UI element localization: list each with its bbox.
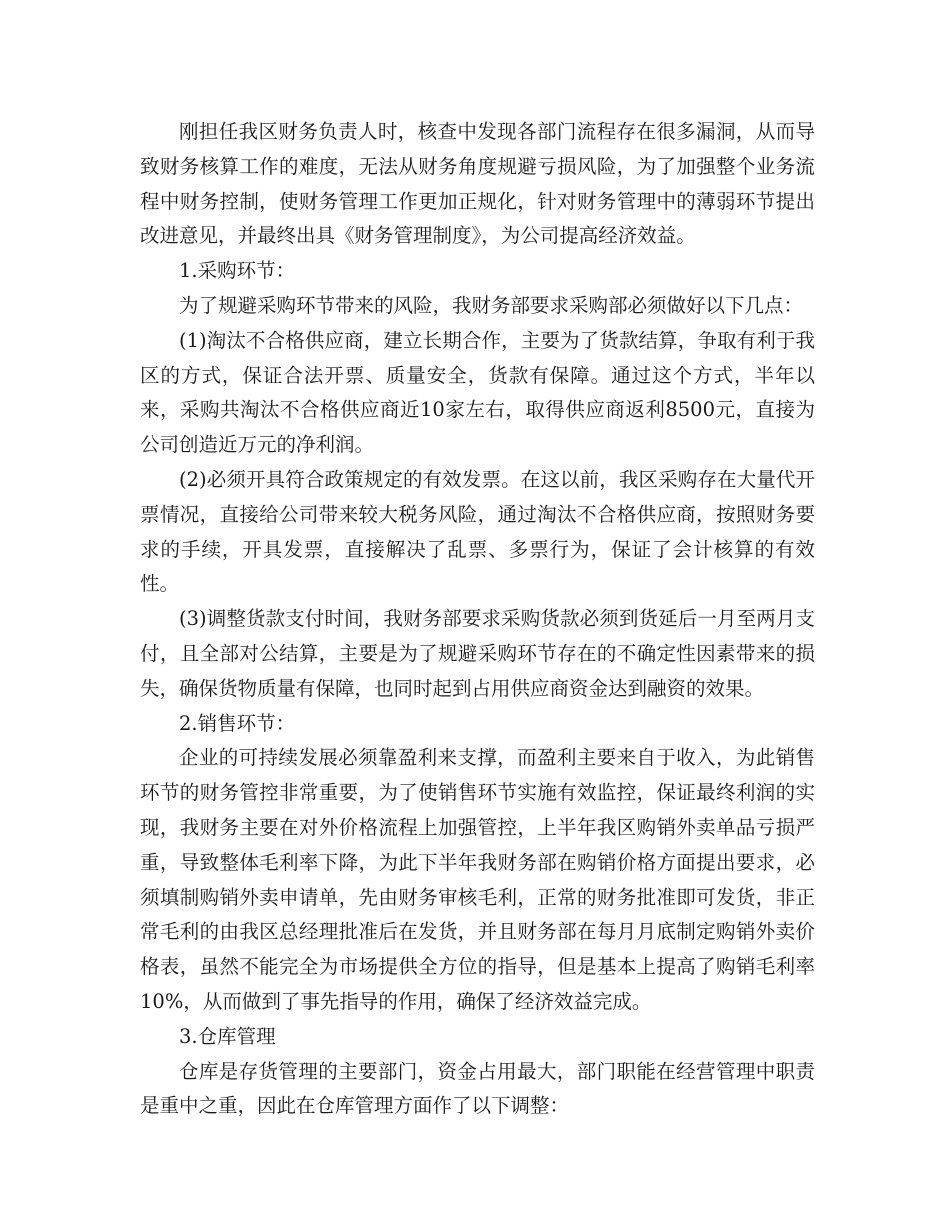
heading-warehouse: 3.仓库管理 xyxy=(179,1024,276,1048)
paragraph-procurement-point-2: (2)必须开具符合政策规定的有效发票。在这以前，我区采购存在大量代开票情况，直接给公司带来较大税务风险，通过淘汰不合格供应商，按照财务要求的手续，开具发票，直接解决了乱票、多票行为，保证了会计核算的有效性。 xyxy=(140,467,815,596)
paragraph-procurement-point-3: (3)调整货款支付时间，我财务部要求采购货款必须到货延后一月至两月支付，且全部对公结算，主要是为了规避采购环节存在的不确定性因素带来的损失，确保货物质量有保障，也同时起到占用供应商资金达到融资的效果。 xyxy=(140,607,815,700)
document-body xyxy=(140,115,815,1124)
paragraph-intro: 刚担任我区财务负责人时，核查中发现各部门流程存在很多漏洞，从而导致财务核算工作的难度，无法从财务角度规避亏损风险，为了加强整个业务流程中财务控制，使财务管理工作更加正规化，针对财务管理中的薄弱环节提出改进意见，并最终出具《财务管理制度》，为公司提高经济效益。 xyxy=(140,120,815,248)
heading-sales: 2.销售环节： xyxy=(179,711,296,735)
paragraph-procurement-point-1: (1)淘汰不合格供应商，建立长期合作，主要为了货款结算，争取有利于我区的方式，保证合法开票、质量安全，货款有保障。通过这个方式，半年以来，采购共淘汰不合格供应商近10家左右，取得供应商返利8500元，直接为公司创造近万元的净利润。 xyxy=(140,328,815,457)
paragraph-sales: 企业的可持续发展必须靠盈利来支撑，而盈利主要来自于收入，为此销售环节的财务管控非常重要，为了使销售环节实施有效监控，保证最终利润的实现，我财务主要在对外价格流程上加强管控，上半年我区购销外卖单品亏损严重，导致整体毛利率下降，为此下半年我财务部在购销价格方面提出要求，必须填制购销外卖申请单，先由财务审核毛利，正常的财务批准即可发货，非正常毛利的由我区总经理批准后在发货，并且财务部在每月月底制定购销外卖价格表，虽然不能完全为市场提供全方位的指导，但是基本上提高了购销毛利率10%，从而做到了事先指导的作用，确保了经济效益完成。 xyxy=(140,746,815,1013)
paragraph-procurement-intro: 为了规避采购环节带来的风险，我财务部要求采购部必须做好以下几点： xyxy=(179,293,804,317)
paragraph-warehouse: 仓库是存货管理的主要部门，资金占用最大，部门职能在经营管理中职责是重中之重，因此在仓库管理方面作了以下调整： xyxy=(140,1059,815,1118)
heading-procurement: 1.采购环节： xyxy=(179,259,296,283)
